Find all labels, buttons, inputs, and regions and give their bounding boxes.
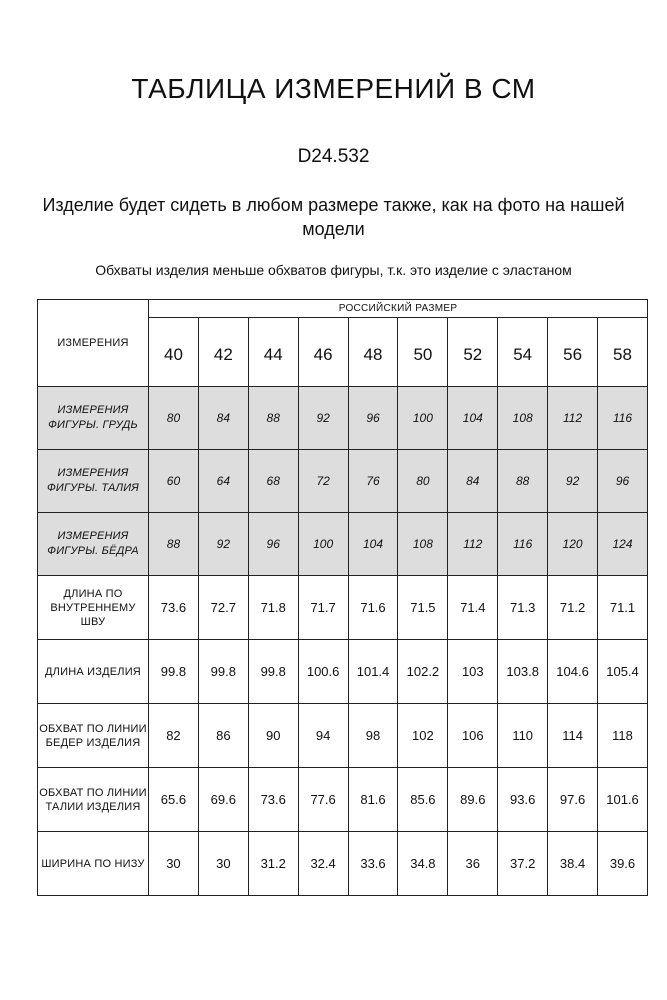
table-cell: 80 xyxy=(398,450,448,513)
table-cell: 93.6 xyxy=(498,768,548,832)
table-cell: 73.6 xyxy=(248,768,298,832)
measurements-header: ИЗМЕРЕНИЯ xyxy=(38,300,149,387)
row-label: ИЗМЕРЕНИЯ ФИГУРЫ. БЁДРА xyxy=(38,513,149,576)
table-row-inseam xyxy=(38,576,648,640)
table-cell: 90 xyxy=(248,704,298,768)
table-cell: 97.6 xyxy=(548,768,598,832)
table-cell: 71.3 xyxy=(498,576,548,640)
article-code: D24.532 xyxy=(297,146,370,167)
table-cell: 100.6 xyxy=(298,640,348,704)
table-cell: 71.8 xyxy=(248,576,298,640)
table-cell: 71.7 xyxy=(298,576,348,640)
table-cell: 80 xyxy=(149,387,199,450)
table-cell: 108 xyxy=(398,513,448,576)
row-label: ОБХВАТ ПО ЛИНИИ ТАЛИИ ИЗДЕЛИЯ xyxy=(38,768,149,832)
table-cell: 71.2 xyxy=(548,576,598,640)
table-cell: 100 xyxy=(398,387,448,450)
size-header: 54 xyxy=(498,318,548,387)
table-cell: 86 xyxy=(198,704,248,768)
table-cell: 110 xyxy=(498,704,548,768)
table-cell: 71.4 xyxy=(448,576,498,640)
table-cell: 104 xyxy=(448,387,498,450)
table-cell: 84 xyxy=(198,387,248,450)
table-cell: 69.6 xyxy=(198,768,248,832)
table-cell: 116 xyxy=(498,513,548,576)
table-cell: 32.4 xyxy=(298,832,348,896)
table-cell: 73.6 xyxy=(149,576,199,640)
fabric-note: Обхваты изделия меньше обхватов фигуры, т.к. это изделие с эластаном xyxy=(95,262,572,278)
table-cell: 104 xyxy=(348,513,398,576)
table-cell: 96 xyxy=(348,387,398,450)
size-header: 46 xyxy=(298,318,348,387)
table-cell: 71.1 xyxy=(598,576,648,640)
table-cell: 82 xyxy=(149,704,199,768)
table-cell: 72 xyxy=(298,450,348,513)
size-header: 58 xyxy=(598,318,648,387)
table-cell: 31.2 xyxy=(248,832,298,896)
size-header: 50 xyxy=(398,318,448,387)
table-cell: 102 xyxy=(398,704,448,768)
table-cell: 37.2 xyxy=(498,832,548,896)
table-cell: 112 xyxy=(448,513,498,576)
table-cell: 72.7 xyxy=(198,576,248,640)
table-row-waist-girth xyxy=(38,768,648,832)
fit-note: Изделие будет сидеть в любом размере также, как на фото на нашей модели xyxy=(42,195,625,239)
table-cell: 101.4 xyxy=(348,640,398,704)
table-cell: 33.6 xyxy=(348,832,398,896)
table-cell: 77.6 xyxy=(298,768,348,832)
table-cell: 96 xyxy=(248,513,298,576)
table-cell: 99.8 xyxy=(149,640,199,704)
table-cell: 92 xyxy=(198,513,248,576)
table-cell: 99.8 xyxy=(248,640,298,704)
table-cell: 81.6 xyxy=(348,768,398,832)
table-cell: 92 xyxy=(548,450,598,513)
table-cell: 92 xyxy=(298,387,348,450)
table-cell: 99.8 xyxy=(198,640,248,704)
row-label: ИЗМЕРЕНИЯ ФИГУРЫ. ГРУДЬ xyxy=(38,387,149,450)
table-cell: 101.6 xyxy=(598,768,648,832)
table-cell: 116 xyxy=(598,387,648,450)
table-cell: 103.8 xyxy=(498,640,548,704)
table-cell: 98 xyxy=(348,704,398,768)
table-cell: 94 xyxy=(298,704,348,768)
table-cell: 108 xyxy=(498,387,548,450)
size-header: 56 xyxy=(548,318,598,387)
table-cell: 88 xyxy=(248,387,298,450)
table-cell: 84 xyxy=(448,450,498,513)
table-cell: 89.6 xyxy=(448,768,498,832)
table-cell: 71.6 xyxy=(348,576,398,640)
table-row-waist xyxy=(38,450,648,513)
size-header: 52 xyxy=(448,318,498,387)
table-cell: 103 xyxy=(448,640,498,704)
table-cell: 76 xyxy=(348,450,398,513)
table-cell: 102.2 xyxy=(398,640,448,704)
page-title: ТАБЛИЦА ИЗМЕРЕНИЙ В СМ xyxy=(131,73,536,104)
size-table xyxy=(37,299,648,896)
row-label: ИЗМЕРЕНИЯ ФИГУРЫ. ТАЛИЯ xyxy=(38,450,149,513)
table-cell: 30 xyxy=(149,832,199,896)
russian-size-header: РОССИЙСКИЙ РАЗМЕР xyxy=(149,300,648,318)
row-label: ОБХВАТ ПО ЛИНИИ БЕДЕР ИЗДЕЛИЯ xyxy=(38,704,149,768)
table-cell: 112 xyxy=(548,387,598,450)
table-cell: 34.8 xyxy=(398,832,448,896)
size-header: 44 xyxy=(248,318,298,387)
table-row-length xyxy=(38,640,648,704)
size-header: 48 xyxy=(348,318,398,387)
table-cell: 96 xyxy=(598,450,648,513)
size-header: 42 xyxy=(198,318,248,387)
size-header: 40 xyxy=(149,318,199,387)
table-cell: 36 xyxy=(448,832,498,896)
table-cell: 105.4 xyxy=(598,640,648,704)
table-row-hips xyxy=(38,513,648,576)
table-cell: 124 xyxy=(598,513,648,576)
table-cell: 30 xyxy=(198,832,248,896)
table-cell: 104.6 xyxy=(548,640,598,704)
table-cell: 118 xyxy=(598,704,648,768)
table-cell: 88 xyxy=(149,513,199,576)
table-row-chest xyxy=(38,387,648,450)
table-cell: 68 xyxy=(248,450,298,513)
table-row-hem-width xyxy=(38,832,648,896)
table-cell: 65.6 xyxy=(149,768,199,832)
table-cell: 88 xyxy=(498,450,548,513)
table-cell: 85.6 xyxy=(398,768,448,832)
table-cell: 60 xyxy=(149,450,199,513)
table-row-hip-girth xyxy=(38,704,648,768)
header-row-group xyxy=(38,300,648,318)
row-label: ДЛИНА ПО ВНУТРЕННЕМУ ШВУ xyxy=(38,576,149,640)
table-cell: 39.6 xyxy=(598,832,648,896)
table-cell: 114 xyxy=(548,704,598,768)
table-cell: 106 xyxy=(448,704,498,768)
table-cell: 71.5 xyxy=(398,576,448,640)
table-cell: 64 xyxy=(198,450,248,513)
row-label: ШИРИНА ПО НИЗУ xyxy=(38,832,149,896)
table-cell: 100 xyxy=(298,513,348,576)
row-label: ДЛИНА ИЗДЕЛИЯ xyxy=(38,640,149,704)
table-cell: 120 xyxy=(548,513,598,576)
table-cell: 38.4 xyxy=(548,832,598,896)
